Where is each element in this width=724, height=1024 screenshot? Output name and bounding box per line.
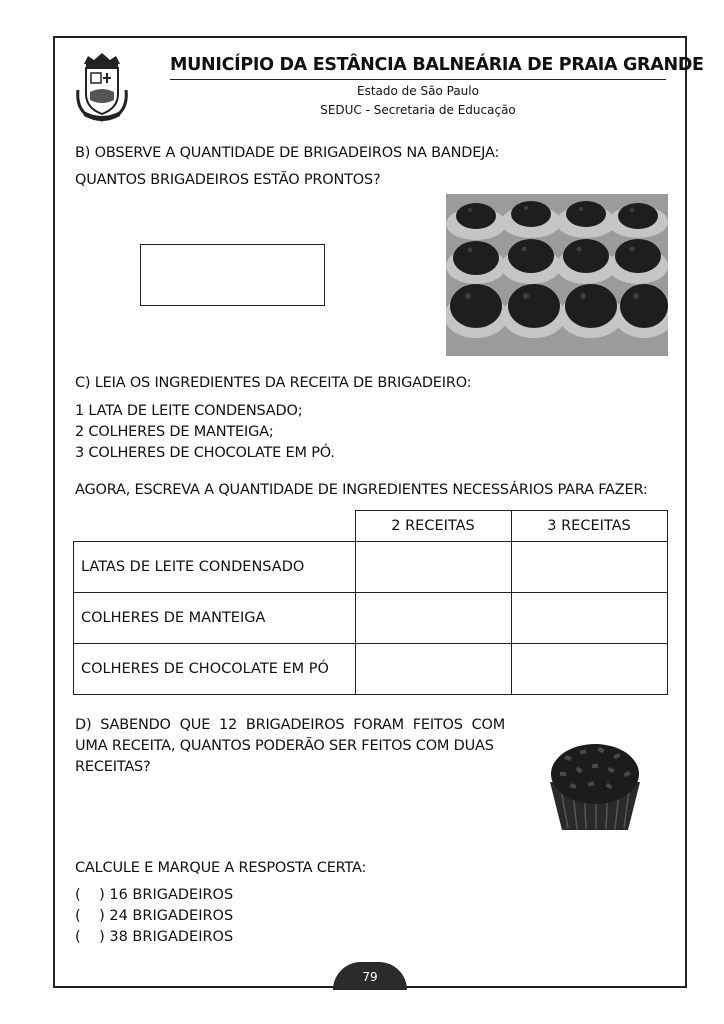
table-row — [74, 644, 668, 695]
municipal-crest-icon — [74, 50, 130, 122]
ingredient-item: 3 COLHERES DE CHOCOLATE EM PÓ. — [75, 445, 335, 461]
question-d-prompt: CALCULE E MARQUE A RESPOSTA CERTA: — [75, 860, 367, 876]
title-divider — [170, 79, 666, 80]
question-d-line3: RECEITAS? — [75, 759, 151, 775]
answer-cell[interactable] — [355, 593, 511, 644]
table-row — [74, 542, 668, 593]
answer-option[interactable]: ( ) 16 BRIGADEIROS — [75, 887, 234, 903]
answer-box-b[interactable] — [140, 244, 325, 306]
row-label-condensed-milk: LATAS DE LEITE CONDENSADO — [74, 542, 356, 593]
page-title: MUNICÍPIO DA ESTÂNCIA BALNEÁRIA DE PRAIA GRANDE — [170, 55, 704, 75]
question-c-heading: C) LEIA OS INGREDIENTES DA RECEITA DE BRIGADEIRO: — [75, 375, 472, 391]
department-subtitle: SEDUC - Secretaria de Educação — [320, 103, 516, 117]
question-b-line1: B) OBSERVE A QUANTIDADE DE BRIGADEIROS NA BANDEJA: — [75, 145, 500, 161]
question-d-line2: UMA RECEITA, QUANTOS PODERÃO SER FEITOS COM DUAS — [75, 738, 494, 754]
row-label-chocolate: COLHERES DE CHOCOLATE EM PÓ — [74, 644, 356, 695]
table-header-row — [74, 511, 668, 542]
answer-cell[interactable] — [355, 644, 511, 695]
row-label-butter: COLHERES DE MANTEIGA — [74, 593, 356, 644]
column-header-2-recipes: 2 RECEITAS — [355, 511, 511, 542]
answer-cell[interactable] — [511, 644, 667, 695]
answer-option[interactable]: ( ) 38 BRIGADEIROS — [75, 929, 234, 945]
answer-option[interactable]: ( ) 24 BRIGADEIROS — [75, 908, 234, 924]
answer-cell[interactable] — [511, 593, 667, 644]
question-c-instruction: AGORA, ESCREVA A QUANTIDADE DE INGREDIENTES NECESSÁRIOS PARA FAZER: — [75, 482, 648, 498]
brigadeiro-tray-image — [446, 194, 668, 356]
state-subtitle: Estado de São Paulo — [357, 84, 479, 98]
page-number: 79 — [333, 962, 407, 990]
question-b-line2: QUANTOS BRIGADEIROS ESTÃO PRONTOS? — [75, 172, 381, 188]
answer-cell[interactable] — [355, 542, 511, 593]
brigadeiro-cup-image — [540, 734, 650, 834]
ingredient-item: 1 LATA DE LEITE CONDENSADO; — [75, 403, 303, 419]
ingredient-item: 2 COLHERES DE MANTEIGA; — [75, 424, 274, 440]
column-header-3-recipes: 3 RECEITAS — [511, 511, 667, 542]
answer-cell[interactable] — [511, 542, 667, 593]
table-row — [74, 593, 668, 644]
table-corner-cell — [74, 511, 356, 542]
question-d-line1: D) SABENDO QUE 12 BRIGADEIROS FORAM FEITOS COM — [75, 717, 506, 733]
ingredients-table — [73, 510, 668, 695]
